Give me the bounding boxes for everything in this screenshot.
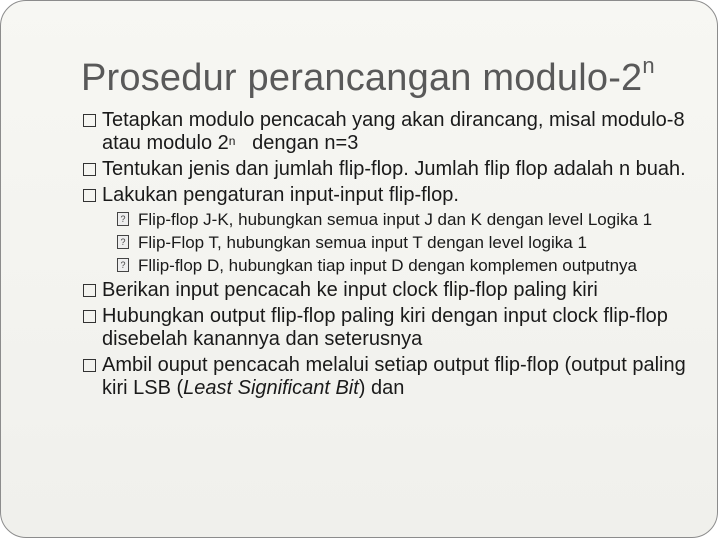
- bullet-item-5: [83, 305, 703, 351]
- square-bullet-icon: [83, 163, 96, 176]
- bullet-text-6-italic: Least Significant Bit: [183, 377, 359, 399]
- bullet-item-3: [83, 184, 703, 207]
- bullet-superscript: n: [228, 134, 236, 148]
- square-bullet-icon: [83, 114, 96, 127]
- square-bullet-icon: [83, 359, 96, 372]
- missing-glyph-bullet-icon: ?: [117, 258, 129, 272]
- bullet-item-4: [83, 279, 703, 302]
- slide-title: [81, 53, 655, 100]
- bullet-item-1: [83, 109, 703, 155]
- bullet-text-3: Lakukan pengaturan input-input flip-flop.: [102, 184, 459, 206]
- square-bullet-icon: [83, 189, 96, 202]
- sub-bullet-item-2: [117, 232, 703, 253]
- title-text: Prosedur perancangan modulo-2: [81, 57, 643, 99]
- bullet-item-6: [83, 354, 703, 400]
- sub-bullet-text-1: Flip-flop J-K, hubungkan semua input J dan K dengan level Logika 1: [138, 210, 653, 229]
- bullet-item-2: [83, 158, 703, 181]
- missing-glyph-bullet-icon: ?: [117, 212, 129, 226]
- bullet-text-2: Tentukan jenis dan jumlah flip-flop. Jumlah flip flop adalah n buah.: [102, 158, 686, 180]
- bullet-text-6b: ) dan: [358, 377, 405, 399]
- bullet-list: [83, 109, 703, 400]
- missing-glyph-bullet-icon: ?: [117, 235, 129, 249]
- bullet-text-1a: Tetapkan modulo pencacah yang akan dirancang, misal modulo-8 atau modulo 2: [102, 109, 685, 154]
- title-superscript: n: [642, 53, 655, 78]
- bullet-text-6a: Ambil ouput pencacah melalui setiap output flip-flop (output paling kiri LSB (: [102, 354, 686, 399]
- sub-bullet-text-2: Flip-Flop T, hubungkan semua input T dengan level logika 1: [138, 233, 587, 252]
- sub-bullet-item-1: [117, 209, 703, 230]
- bullet-text-5: Hubungkan output flip-flop paling kiri dengan input clock flip-flop disebelah kanannya dan seterusnya: [102, 305, 668, 350]
- sub-bullet-item-3: [117, 255, 703, 276]
- square-bullet-icon: [83, 284, 96, 297]
- sub-bullet-text-3: Fllip-flop D, hubungkan tiap input D dengan komplemen outputnya: [138, 256, 637, 275]
- bullet-text-4: Berikan input pencacah ke input clock flip-flop paling kiri: [102, 279, 598, 301]
- bullet-text-1b: dengan n=3: [235, 132, 359, 154]
- square-bullet-icon: [83, 310, 96, 323]
